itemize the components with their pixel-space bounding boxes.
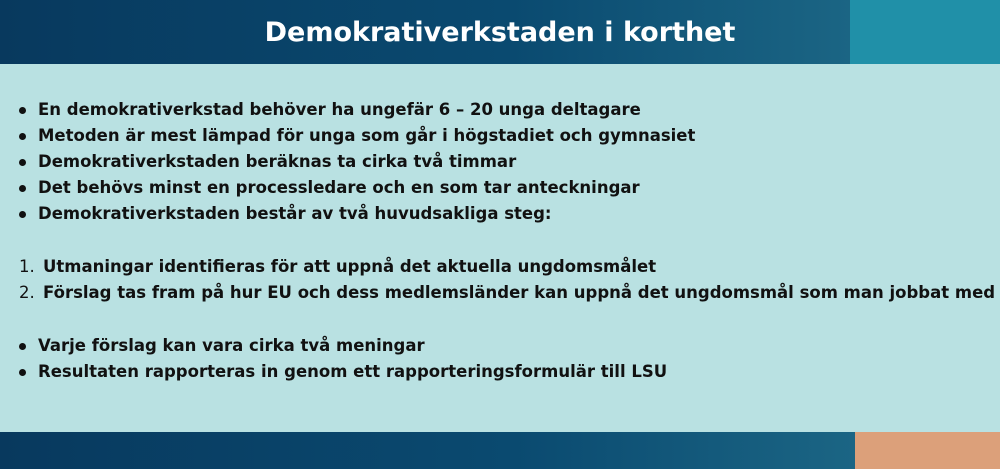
bullet-icon xyxy=(19,159,26,166)
list-item xyxy=(0,359,1000,385)
step-text: Utmaningar identifieras för att uppnå det aktuella ungdomsmålet xyxy=(43,257,657,276)
bullet-icon xyxy=(19,211,26,218)
step-item xyxy=(0,254,1000,280)
bullet-icon xyxy=(19,107,26,114)
page-title: Demokrativerkstaden i korthet xyxy=(264,16,736,48)
list-item-text: Resultaten rapporteras in genom ett rapporteringsformulär till LSU xyxy=(38,362,668,381)
list-item-text: Demokrativerkstaden består av två huvudsakliga steg: xyxy=(38,204,552,223)
step-number: 2. xyxy=(19,283,35,302)
bullet-icon xyxy=(19,185,26,192)
bullet-icon xyxy=(19,343,26,350)
content-area xyxy=(0,97,1000,385)
list-item xyxy=(0,175,1000,201)
footer-accent-block xyxy=(855,432,1000,469)
bullet-icon xyxy=(19,133,26,140)
list-item-text: En demokrativerkstad behöver ha ungefär 6 – 20 unga deltagare xyxy=(38,100,641,119)
spacer xyxy=(0,306,1000,333)
list-item xyxy=(0,123,1000,149)
list-item xyxy=(0,201,1000,227)
list-item-text: Det behövs minst en processledare och en som tar anteckningar xyxy=(38,178,640,197)
list-item-text: Metoden är mest lämpad för unga som går i högstadiet och gymnasiet xyxy=(38,126,696,145)
step-text: Förslag tas fram på hur EU och dess medlemsländer kan uppnå det ungdomsmål som man jobbat med xyxy=(43,283,996,302)
list-item xyxy=(0,333,1000,359)
list-item xyxy=(0,97,1000,123)
list-item-text: Demokrativerkstaden beräknas ta cirka två timmar xyxy=(38,152,517,171)
list-item-text: Varje förslag kan vara cirka två meningar xyxy=(38,336,425,355)
step-number: 1. xyxy=(19,257,35,276)
list-item xyxy=(0,149,1000,175)
step-item xyxy=(0,280,1000,306)
spacer xyxy=(0,227,1000,254)
bullet-icon xyxy=(19,369,26,376)
footer-bar xyxy=(0,432,855,469)
